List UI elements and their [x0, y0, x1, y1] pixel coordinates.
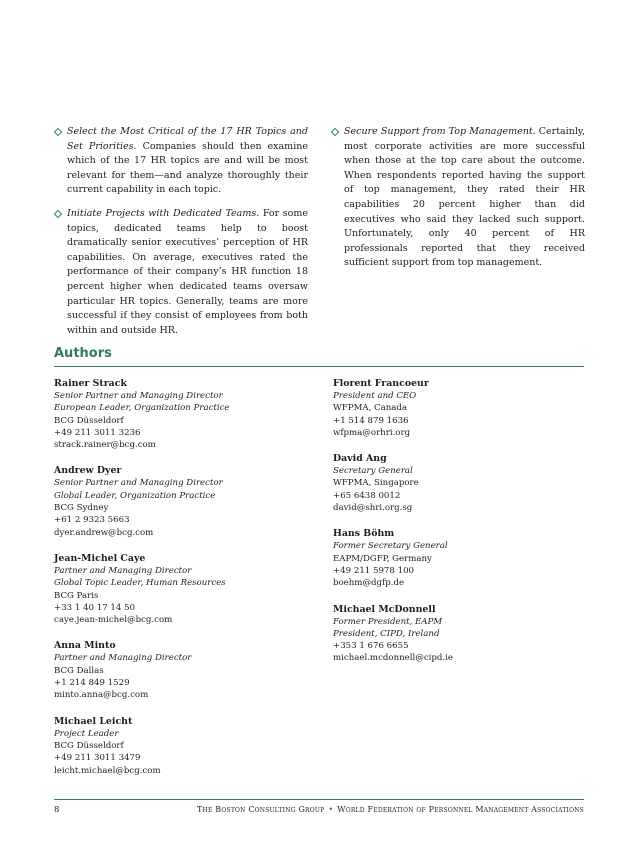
footer-right-text: World Federation of Personnel Management Associations	[337, 805, 584, 814]
authors-heading: Authors	[54, 346, 112, 361]
page-number: 8	[54, 805, 60, 815]
author-name: Hans Böhm	[333, 528, 395, 540]
author-phone: +1 214 849 1529	[54, 678, 130, 689]
author-role: Former Secretary General	[333, 541, 448, 552]
author-organization: WFPMA, Singapore	[333, 478, 419, 489]
author-email: wfpma@orhri.org	[333, 427, 411, 438]
author-email: leicht.michael@bcg.com	[54, 765, 161, 776]
author-organization: EAPM/DGFP, Germany	[333, 553, 432, 564]
author-email: boehm@dgfp.de	[333, 578, 405, 589]
author-office: BCG Düsseldorf	[54, 740, 124, 751]
author-phone: +65 6438 0012	[333, 490, 401, 501]
author-organization: WFPMA, Canada	[333, 403, 408, 414]
author-role: Partner and Managing Director	[54, 565, 192, 576]
author-role: President and CEO	[333, 391, 417, 401]
author-role: Global Leader, Organization Practice	[54, 490, 216, 501]
right-column	[331, 125, 585, 280]
author-card	[333, 452, 595, 514]
author-card	[333, 603, 595, 665]
author-phone: +353 1 676 6655	[333, 641, 409, 652]
author-email: michael.mcdonnell@cipd.ie	[333, 653, 453, 664]
author-card	[54, 464, 316, 538]
author-card	[333, 527, 595, 589]
author-office: BCG Dallas	[54, 665, 104, 676]
author-card	[54, 552, 316, 626]
bullet-priorities	[54, 125, 308, 198]
bullet-body: Certainly, most corporate activities are more successful when those at the top care about the outcome. When respondents reported having the support of top management, they rated their HR capabilities 20 percent higher than did executives who said they lacked such support. Unfortunately, only 40 percent of HR professionals reported that they received sufficient support from top management.	[344, 126, 585, 269]
author-name: Rainer Strack	[54, 378, 127, 389]
author-role: Partner and Managing Director	[54, 653, 192, 664]
author-email: minto.anna@bcg.com	[54, 690, 149, 701]
author-card	[54, 715, 316, 777]
author-role: President, CIPD, Ireland	[333, 628, 440, 639]
author-office: BCG Düsseldorf	[54, 415, 124, 426]
author-name: Florent Francoeur	[333, 378, 429, 389]
bullet-body: Companies should then examine which of the 17 HR topics are and will be most relevant for them—and analyze thoroughly their current capability in each topic.	[67, 140, 308, 196]
bullet-top-management	[331, 125, 585, 271]
author-role: European Leader, Organization Practice	[54, 403, 230, 414]
footer-separator: •	[328, 805, 334, 814]
author-email: caye.jean-michel@bcg.com	[54, 615, 173, 626]
author-card	[333, 377, 595, 439]
author-name: Jean-Michel Caye	[54, 552, 146, 564]
author-office: BCG Sydney	[54, 503, 109, 514]
author-email: david@shri.org.sg	[333, 503, 413, 514]
author-phone: +61 2 9323 5663	[54, 515, 130, 526]
author-phone: +33 1 40 17 14 50	[54, 602, 136, 613]
bullet-body: For some topics, dedicated teams help to boost dramatically senior executives’ perception of HR capabilities. On average, executives rated the performance of their company’s HR function 18 percent higher when dedicated teams oversaw particular HR topics. Generally, teams are more successful if they consist of employees from both within and outside HR.	[67, 207, 308, 336]
author-phone: +49 211 3011 3236	[54, 427, 141, 438]
author-name: Michael McDonnell	[333, 603, 436, 615]
author-phone: +49 211 5978 100	[333, 565, 415, 576]
diamond-bullet-icon	[54, 210, 62, 218]
author-card	[54, 639, 316, 701]
diamond-bullet-icon	[54, 128, 62, 136]
left-column	[54, 125, 308, 347]
author-name: Michael Leicht	[54, 715, 133, 727]
author-role: Former President, EAPM	[333, 616, 443, 627]
author-role: Project Leader	[54, 728, 119, 739]
author-name: Anna Minto	[54, 640, 116, 652]
author-role: Secretary General	[333, 466, 413, 477]
author-role: Senior Partner and Managing Director	[54, 478, 223, 489]
bullet-lead: Secure Support from Top Management.	[344, 126, 536, 137]
author-email: dyer.andrew@bcg.com	[54, 527, 154, 538]
footer-left-text: The Boston Consulting Group	[197, 805, 325, 814]
bullet-lead: Initiate Projects with Dedicated Teams.	[67, 207, 260, 219]
author-phone: +1 514 879 1636	[333, 415, 409, 426]
diamond-bullet-icon	[331, 128, 339, 136]
bullet-lead: Select the Most Critical of the 17 HR Topics and Set Priorities.	[67, 126, 308, 152]
author-card	[54, 377, 316, 451]
footer-running-title	[197, 805, 584, 814]
author-name: Andrew Dyer	[54, 465, 122, 477]
author-phone: +49 211 3011 3479	[54, 753, 141, 764]
author-office: BCG Paris	[54, 590, 99, 601]
authors-divider	[54, 366, 584, 367]
author-email: strack.rainer@bcg.com	[54, 440, 156, 451]
footer-divider	[54, 799, 584, 800]
author-name: David Ang	[333, 453, 387, 465]
author-role: Global Topic Leader, Human Resources	[54, 578, 226, 589]
authors-right-column	[333, 377, 595, 678]
authors-left-column	[54, 377, 316, 790]
bullet-dedicated-teams	[54, 207, 308, 338]
author-role: Senior Partner and Managing Director	[54, 391, 223, 401]
